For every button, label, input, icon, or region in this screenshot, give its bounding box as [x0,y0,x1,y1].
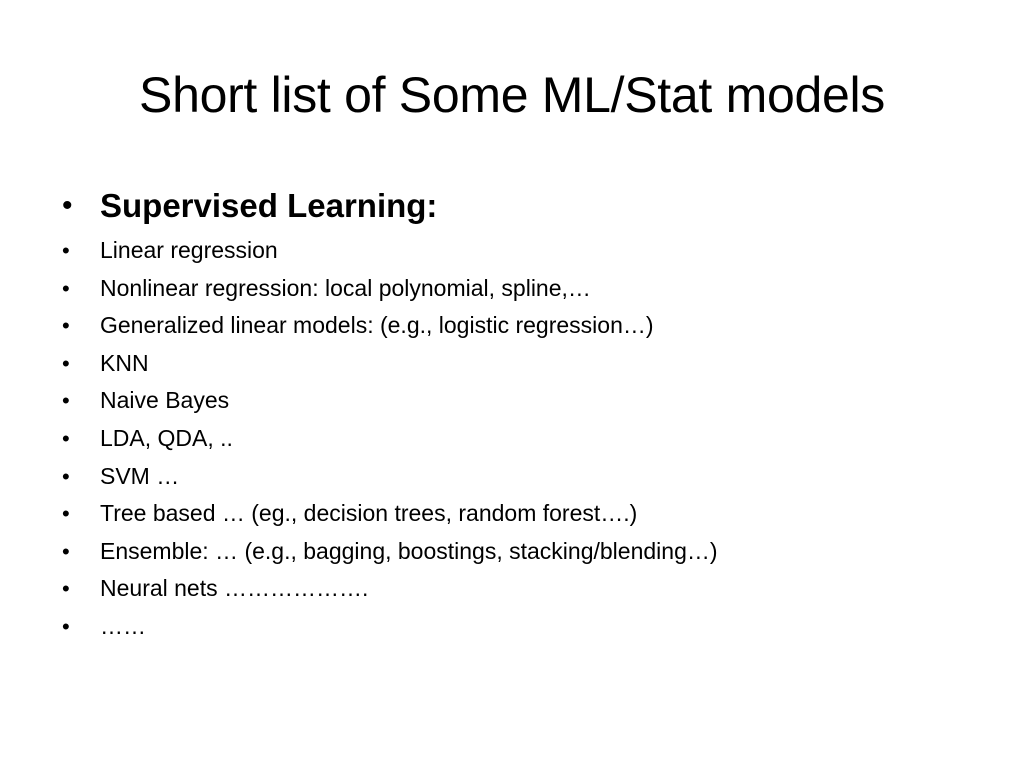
slide-content [62,180,982,646]
bullet-icon: • [62,350,70,376]
list-item [62,345,982,383]
list-item-text: SVM … [100,462,180,489]
list-item-text: Neural nets ………………. [100,575,369,602]
list-item [62,307,982,345]
model-list [62,232,982,646]
list-item-text: LDA, QDA, .. [100,424,233,451]
list-item-text: Tree based … (eg., decision trees, random forest….) [100,500,638,527]
list-item [62,382,982,420]
list-item-text: Ensemble: … (e.g., bagging, boostings, stacking/blending…) [100,537,718,564]
slide-title: Short list of Some ML/Stat models [139,67,885,123]
list-item [62,533,982,571]
bullet-icon: • [62,425,70,451]
bullet-icon: • [62,313,70,339]
list-item-text: Linear regression [100,237,278,263]
list-item [62,232,982,270]
list-item-text: Naive Bayes [100,387,230,414]
list-item-text: Generalized linear models: (e.g., logistic regression…) [100,312,654,339]
bullet-icon: • [62,388,70,414]
list-item [62,458,982,496]
bullet-icon: • [62,189,73,222]
bullet-icon: • [62,538,70,564]
list-item [62,570,982,608]
list-item [62,420,982,458]
bullet-icon: • [62,501,70,527]
section-heading: Supervised Learning: [100,187,438,224]
list-item [62,270,982,308]
list-item-text: KNN [100,349,149,376]
bullet-icon: • [62,238,70,263]
bullet-icon: • [62,463,70,489]
section-heading-row [62,180,982,232]
bullet-icon: • [62,275,70,301]
list-item [62,495,982,533]
list-item [62,608,982,646]
bullet-icon: • [62,613,70,639]
list-item-text: …… [100,612,146,639]
bullet-icon: • [62,576,70,602]
list-item-text: Nonlinear regression: local polynomial, spline,… [100,274,591,301]
